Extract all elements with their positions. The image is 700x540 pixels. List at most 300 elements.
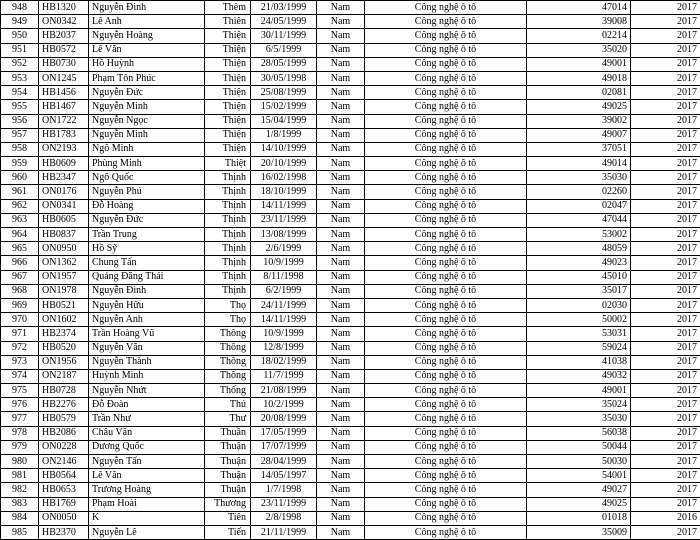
code-number-cell: 37051 bbox=[527, 142, 631, 156]
last-name-cell: Chung Tấn bbox=[89, 256, 205, 270]
last-name-cell: Trần Trung bbox=[89, 228, 205, 242]
major-cell: Công nghệ ô tô bbox=[365, 185, 527, 199]
row-number-cell: 977 bbox=[1, 412, 39, 426]
last-name-cell: Trần Như bbox=[89, 412, 205, 426]
last-name-cell: Huỳnh Minh bbox=[89, 369, 205, 383]
row-number-cell: 963 bbox=[1, 213, 39, 227]
gender-cell: Nam bbox=[317, 270, 365, 284]
table-row bbox=[1, 57, 700, 71]
code-number-cell: 02214 bbox=[527, 29, 631, 43]
row-number-cell: 974 bbox=[1, 369, 39, 383]
first-name-cell: Thịnh bbox=[205, 228, 251, 242]
gender-cell: Nam bbox=[317, 71, 365, 85]
last-name-cell: Nguyễn Ngọc bbox=[89, 114, 205, 128]
date-of-birth-cell: 10/9/1999 bbox=[251, 256, 317, 270]
gender-cell: Nam bbox=[317, 412, 365, 426]
code-number-cell: 35017 bbox=[527, 284, 631, 298]
table-row bbox=[1, 242, 700, 256]
major-cell: Công nghệ ô tô bbox=[365, 341, 527, 355]
gender-cell: Nam bbox=[317, 142, 365, 156]
candidate-code-cell: ON0176 bbox=[39, 185, 89, 199]
row-number-cell: 985 bbox=[1, 525, 39, 539]
last-name-cell: Hồ Sỹ bbox=[89, 242, 205, 256]
row-number-cell: 948 bbox=[1, 1, 39, 15]
last-name-cell: Nguyễn Đức bbox=[89, 213, 205, 227]
code-number-cell: 54001 bbox=[527, 469, 631, 483]
table-row bbox=[1, 327, 700, 341]
gender-cell: Nam bbox=[317, 171, 365, 185]
year-cell: 2017 bbox=[631, 298, 700, 312]
candidate-code-cell: HB1783 bbox=[39, 128, 89, 142]
candidate-code-cell: ON1245 bbox=[39, 71, 89, 85]
code-number-cell: 35020 bbox=[527, 43, 631, 57]
last-name-cell: Nguyễn Lê bbox=[89, 525, 205, 539]
code-number-cell: 39002 bbox=[527, 114, 631, 128]
first-name-cell: Thịnh bbox=[205, 199, 251, 213]
table-row bbox=[1, 199, 700, 213]
code-number-cell: 59024 bbox=[527, 341, 631, 355]
first-name-cell: Thiện bbox=[205, 86, 251, 100]
major-cell: Công nghệ ô tô bbox=[365, 199, 527, 213]
row-number-cell: 968 bbox=[1, 284, 39, 298]
year-cell: 2017 bbox=[631, 398, 700, 412]
code-number-cell: 49007 bbox=[527, 128, 631, 142]
date-of-birth-cell: 2/6/1999 bbox=[251, 242, 317, 256]
code-number-cell: 47014 bbox=[527, 1, 631, 15]
first-name-cell: Thuận bbox=[205, 469, 251, 483]
last-name-cell: Quảng Đăng Thái bbox=[89, 270, 205, 284]
year-cell: 2017 bbox=[631, 128, 700, 142]
code-number-cell: 50044 bbox=[527, 440, 631, 454]
gender-cell: Nam bbox=[317, 1, 365, 15]
row-number-cell: 980 bbox=[1, 455, 39, 469]
table-row bbox=[1, 341, 700, 355]
candidate-code-cell: HB1769 bbox=[39, 497, 89, 511]
gender-cell: Nam bbox=[317, 497, 365, 511]
major-cell: Công nghệ ô tô bbox=[365, 398, 527, 412]
last-name-cell: Lê Anh bbox=[89, 15, 205, 29]
candidate-code-cell: HB0837 bbox=[39, 228, 89, 242]
row-number-cell: 959 bbox=[1, 157, 39, 171]
candidate-code-cell: HB2374 bbox=[39, 327, 89, 341]
last-name-cell: Ngô Minh bbox=[89, 142, 205, 156]
first-name-cell: Thông bbox=[205, 341, 251, 355]
date-of-birth-cell: 24/05/1999 bbox=[251, 15, 317, 29]
major-cell: Công nghệ ô tô bbox=[365, 15, 527, 29]
first-name-cell: Thịnh bbox=[205, 242, 251, 256]
last-name-cell: Nguyễn Tấn bbox=[89, 455, 205, 469]
last-name-cell: K bbox=[89, 511, 205, 525]
code-number-cell: 50030 bbox=[527, 455, 631, 469]
gender-cell: Nam bbox=[317, 185, 365, 199]
year-cell: 2017 bbox=[631, 71, 700, 85]
code-number-cell: 49025 bbox=[527, 497, 631, 511]
major-cell: Công nghệ ô tô bbox=[365, 213, 527, 227]
row-number-cell: 951 bbox=[1, 43, 39, 57]
code-number-cell: 02260 bbox=[527, 185, 631, 199]
first-name-cell: Thịnh bbox=[205, 284, 251, 298]
gender-cell: Nam bbox=[317, 100, 365, 114]
table-row bbox=[1, 284, 700, 298]
major-cell: Công nghệ ô tô bbox=[365, 298, 527, 312]
date-of-birth-cell: 17/05/1999 bbox=[251, 426, 317, 440]
last-name-cell: Nguyễn Văn bbox=[89, 341, 205, 355]
row-number-cell: 957 bbox=[1, 128, 39, 142]
row-number-cell: 975 bbox=[1, 384, 39, 398]
first-name-cell: Thịnh bbox=[205, 185, 251, 199]
candidate-code-cell: HB1467 bbox=[39, 100, 89, 114]
candidate-code-cell: HB2276 bbox=[39, 398, 89, 412]
gender-cell: Nam bbox=[317, 384, 365, 398]
last-name-cell: Trương Hoàng bbox=[89, 483, 205, 497]
gender-cell: Nam bbox=[317, 242, 365, 256]
first-name-cell: Thiệt bbox=[205, 157, 251, 171]
date-of-birth-cell: 6/2/1999 bbox=[251, 284, 317, 298]
major-cell: Công nghệ ô tô bbox=[365, 469, 527, 483]
code-number-cell: 35030 bbox=[527, 171, 631, 185]
major-cell: Công nghệ ô tô bbox=[365, 369, 527, 383]
major-cell: Công nghệ ô tô bbox=[365, 57, 527, 71]
gender-cell: Nam bbox=[317, 355, 365, 369]
candidate-code-cell: HB0520 bbox=[39, 341, 89, 355]
first-name-cell: Thiện bbox=[205, 71, 251, 85]
gender-cell: Nam bbox=[317, 15, 365, 29]
code-number-cell: 49014 bbox=[527, 157, 631, 171]
code-number-cell: 41038 bbox=[527, 355, 631, 369]
year-cell: 2017 bbox=[631, 455, 700, 469]
candidate-code-cell: ON0228 bbox=[39, 440, 89, 454]
row-number-cell: 964 bbox=[1, 228, 39, 242]
table-row bbox=[1, 43, 700, 57]
date-of-birth-cell: 21/03/1999 bbox=[251, 1, 317, 15]
table-row bbox=[1, 171, 700, 185]
major-cell: Công nghệ ô tô bbox=[365, 171, 527, 185]
date-of-birth-cell: 28/04/1999 bbox=[251, 455, 317, 469]
table-row bbox=[1, 71, 700, 85]
gender-cell: Nam bbox=[317, 525, 365, 539]
date-of-birth-cell: 10/2/1999 bbox=[251, 398, 317, 412]
table-row bbox=[1, 497, 700, 511]
row-number-cell: 982 bbox=[1, 483, 39, 497]
candidate-code-cell: HB2086 bbox=[39, 426, 89, 440]
code-number-cell: 50002 bbox=[527, 313, 631, 327]
row-number-cell: 952 bbox=[1, 57, 39, 71]
row-number-cell: 969 bbox=[1, 298, 39, 312]
candidate-code-cell: ON1978 bbox=[39, 284, 89, 298]
first-name-cell: Thương bbox=[205, 497, 251, 511]
major-cell: Công nghệ ô tô bbox=[365, 511, 527, 525]
date-of-birth-cell: 14/10/1999 bbox=[251, 142, 317, 156]
row-number-cell: 972 bbox=[1, 341, 39, 355]
first-name-cell: Thuần bbox=[205, 426, 251, 440]
last-name-cell: Đỗ Đoàn bbox=[89, 398, 205, 412]
first-name-cell: Thông bbox=[205, 355, 251, 369]
date-of-birth-cell: 1/8/1999 bbox=[251, 128, 317, 142]
year-cell: 2017 bbox=[631, 469, 700, 483]
first-name-cell: Thiện bbox=[205, 100, 251, 114]
date-of-birth-cell: 21/08/1999 bbox=[251, 384, 317, 398]
year-cell: 2017 bbox=[631, 440, 700, 454]
year-cell: 2017 bbox=[631, 43, 700, 57]
candidate-code-cell: HB0564 bbox=[39, 469, 89, 483]
last-name-cell: Nguyễn Đức bbox=[89, 86, 205, 100]
year-cell: 2017 bbox=[631, 270, 700, 284]
gender-cell: Nam bbox=[317, 511, 365, 525]
gender-cell: Nam bbox=[317, 256, 365, 270]
row-number-cell: 967 bbox=[1, 270, 39, 284]
candidate-code-cell: HB0653 bbox=[39, 483, 89, 497]
last-name-cell: Lê Văn bbox=[89, 469, 205, 483]
table-row bbox=[1, 228, 700, 242]
gender-cell: Nam bbox=[317, 313, 365, 327]
table-row bbox=[1, 412, 700, 426]
row-number-cell: 954 bbox=[1, 86, 39, 100]
first-name-cell: Thọ bbox=[205, 298, 251, 312]
major-cell: Công nghệ ô tô bbox=[365, 355, 527, 369]
table-row bbox=[1, 384, 700, 398]
date-of-birth-cell: 11/7/1999 bbox=[251, 369, 317, 383]
table-row bbox=[1, 29, 700, 43]
code-number-cell: 02081 bbox=[527, 86, 631, 100]
row-number-cell: 956 bbox=[1, 114, 39, 128]
table-row bbox=[1, 256, 700, 270]
major-cell: Công nghệ ô tô bbox=[365, 157, 527, 171]
row-number-cell: 949 bbox=[1, 15, 39, 29]
candidate-code-cell: HB1320 bbox=[39, 1, 89, 15]
last-name-cell: Trần Hoàng Vũ bbox=[89, 327, 205, 341]
year-cell: 2017 bbox=[631, 497, 700, 511]
candidate-code-cell: HB2370 bbox=[39, 525, 89, 539]
code-number-cell: 49023 bbox=[527, 256, 631, 270]
last-name-cell: Nguyễn Minh bbox=[89, 128, 205, 142]
first-name-cell: Thông bbox=[205, 369, 251, 383]
gender-cell: Nam bbox=[317, 341, 365, 355]
first-name-cell: Thiện bbox=[205, 43, 251, 57]
year-cell: 2017 bbox=[631, 199, 700, 213]
date-of-birth-cell: 15/04/1999 bbox=[251, 114, 317, 128]
date-of-birth-cell: 14/11/1999 bbox=[251, 199, 317, 213]
major-cell: Công nghệ ô tô bbox=[365, 43, 527, 57]
candidate-code-cell: ON0950 bbox=[39, 242, 89, 256]
date-of-birth-cell: 20/10/1999 bbox=[251, 157, 317, 171]
date-of-birth-cell: 25/08/1999 bbox=[251, 86, 317, 100]
table-body bbox=[1, 1, 700, 540]
table-row bbox=[1, 455, 700, 469]
last-name-cell: Nguyễn Hữu bbox=[89, 298, 205, 312]
candidate-code-cell: HB2037 bbox=[39, 29, 89, 43]
year-cell: 2017 bbox=[631, 242, 700, 256]
last-name-cell: Châu Văn bbox=[89, 426, 205, 440]
table-row bbox=[1, 369, 700, 383]
gender-cell: Nam bbox=[317, 298, 365, 312]
major-cell: Công nghệ ô tô bbox=[365, 114, 527, 128]
candidate-code-cell: ON1602 bbox=[39, 313, 89, 327]
year-cell: 2017 bbox=[631, 284, 700, 298]
year-cell: 2017 bbox=[631, 355, 700, 369]
table-row bbox=[1, 185, 700, 199]
candidate-code-cell: ON1956 bbox=[39, 355, 89, 369]
row-number-cell: 965 bbox=[1, 242, 39, 256]
row-number-cell: 976 bbox=[1, 398, 39, 412]
table-row bbox=[1, 469, 700, 483]
candidate-code-cell: ON2193 bbox=[39, 142, 89, 156]
table-row bbox=[1, 15, 700, 29]
date-of-birth-cell: 2/8/1998 bbox=[251, 511, 317, 525]
code-number-cell: 35009 bbox=[527, 525, 631, 539]
gender-cell: Nam bbox=[317, 398, 365, 412]
first-name-cell: Thuận bbox=[205, 455, 251, 469]
table-row bbox=[1, 114, 700, 128]
date-of-birth-cell: 6/5/1999 bbox=[251, 43, 317, 57]
first-name-cell: Thiện bbox=[205, 142, 251, 156]
gender-cell: Nam bbox=[317, 369, 365, 383]
gender-cell: Nam bbox=[317, 228, 365, 242]
year-cell: 2017 bbox=[631, 213, 700, 227]
candidate-code-cell: HB0730 bbox=[39, 57, 89, 71]
code-number-cell: 47044 bbox=[527, 213, 631, 227]
row-number-cell: 950 bbox=[1, 29, 39, 43]
first-name-cell: Thiện bbox=[205, 128, 251, 142]
year-cell: 2017 bbox=[631, 171, 700, 185]
first-name-cell: Thiên bbox=[205, 15, 251, 29]
gender-cell: Nam bbox=[317, 114, 365, 128]
row-number-cell: 970 bbox=[1, 313, 39, 327]
first-name-cell: Thuận bbox=[205, 440, 251, 454]
first-name-cell: Thống bbox=[205, 384, 251, 398]
last-name-cell: Nguyễn Đình bbox=[89, 284, 205, 298]
table-row bbox=[1, 100, 700, 114]
code-number-cell: 48059 bbox=[527, 242, 631, 256]
row-number-cell: 981 bbox=[1, 469, 39, 483]
code-number-cell: 49032 bbox=[527, 369, 631, 383]
year-cell: 2017 bbox=[631, 313, 700, 327]
gender-cell: Nam bbox=[317, 57, 365, 71]
first-name-cell: Thịnh bbox=[205, 171, 251, 185]
gender-cell: Nam bbox=[317, 483, 365, 497]
table-row bbox=[1, 511, 700, 525]
row-number-cell: 958 bbox=[1, 142, 39, 156]
last-name-cell: Nguyễn Hoàng bbox=[89, 29, 205, 43]
gender-cell: Nam bbox=[317, 455, 365, 469]
candidate-code-cell: ON1362 bbox=[39, 256, 89, 270]
candidate-code-cell: HB2347 bbox=[39, 171, 89, 185]
candidate-code-cell: HB0609 bbox=[39, 157, 89, 171]
code-number-cell: 49025 bbox=[527, 100, 631, 114]
major-cell: Công nghệ ô tô bbox=[365, 29, 527, 43]
row-number-cell: 961 bbox=[1, 185, 39, 199]
first-name-cell: Thọ bbox=[205, 313, 251, 327]
table-row bbox=[1, 157, 700, 171]
date-of-birth-cell: 30/11/1999 bbox=[251, 29, 317, 43]
year-cell: 2017 bbox=[631, 114, 700, 128]
major-cell: Công nghệ ô tô bbox=[365, 128, 527, 142]
major-cell: Công nghệ ô tô bbox=[365, 313, 527, 327]
date-of-birth-cell: 24/11/1999 bbox=[251, 298, 317, 312]
candidate-code-cell: ON0342 bbox=[39, 15, 89, 29]
date-of-birth-cell: 13/08/1999 bbox=[251, 228, 317, 242]
gender-cell: Nam bbox=[317, 213, 365, 227]
last-name-cell: Phạm Tôn Phúc bbox=[89, 71, 205, 85]
gender-cell: Nam bbox=[317, 440, 365, 454]
code-number-cell: 45010 bbox=[527, 270, 631, 284]
year-cell: 2017 bbox=[631, 157, 700, 171]
code-number-cell: 49001 bbox=[527, 384, 631, 398]
year-cell: 2017 bbox=[631, 369, 700, 383]
table-row bbox=[1, 128, 700, 142]
candidate-code-cell: HB0728 bbox=[39, 384, 89, 398]
code-number-cell: 49027 bbox=[527, 483, 631, 497]
year-cell: 2017 bbox=[631, 426, 700, 440]
code-number-cell: 49018 bbox=[527, 71, 631, 85]
table-row bbox=[1, 355, 700, 369]
row-number-cell: 962 bbox=[1, 199, 39, 213]
row-number-cell: 984 bbox=[1, 511, 39, 525]
gender-cell: Nam bbox=[317, 327, 365, 341]
row-number-cell: 971 bbox=[1, 327, 39, 341]
candidate-code-cell: HB0605 bbox=[39, 213, 89, 227]
major-cell: Công nghệ ô tô bbox=[365, 455, 527, 469]
last-name-cell: Phùng Minh bbox=[89, 157, 205, 171]
code-number-cell: 01018 bbox=[527, 511, 631, 525]
candidate-code-cell: ON2187 bbox=[39, 369, 89, 383]
first-name-cell: Tiên bbox=[205, 511, 251, 525]
date-of-birth-cell: 14/05/1997 bbox=[251, 469, 317, 483]
date-of-birth-cell: 15/02/1999 bbox=[251, 100, 317, 114]
year-cell: 2017 bbox=[631, 185, 700, 199]
table-row bbox=[1, 213, 700, 227]
candidate-code-cell: HB0521 bbox=[39, 298, 89, 312]
year-cell: 2017 bbox=[631, 15, 700, 29]
first-name-cell: Tiến bbox=[205, 525, 251, 539]
gender-cell: Nam bbox=[317, 128, 365, 142]
year-cell: 2017 bbox=[631, 327, 700, 341]
date-of-birth-cell: 23/11/1999 bbox=[251, 497, 317, 511]
major-cell: Công nghệ ô tô bbox=[365, 256, 527, 270]
last-name-cell: Lê Văn bbox=[89, 43, 205, 57]
code-number-cell: 35030 bbox=[527, 412, 631, 426]
year-cell: 2017 bbox=[631, 483, 700, 497]
candidate-code-cell: HB0579 bbox=[39, 412, 89, 426]
table-row bbox=[1, 270, 700, 284]
last-name-cell: Ngô Quốc bbox=[89, 171, 205, 185]
year-cell: 2017 bbox=[631, 57, 700, 71]
table-row bbox=[1, 398, 700, 412]
major-cell: Công nghệ ô tô bbox=[365, 228, 527, 242]
date-of-birth-cell: 21/11/1999 bbox=[251, 525, 317, 539]
date-of-birth-cell: 30/05/1998 bbox=[251, 71, 317, 85]
date-of-birth-cell: 18/02/1999 bbox=[251, 355, 317, 369]
date-of-birth-cell: 23/11/1999 bbox=[251, 213, 317, 227]
gender-cell: Nam bbox=[317, 29, 365, 43]
gender-cell: Nam bbox=[317, 284, 365, 298]
candidate-code-cell: ON1957 bbox=[39, 270, 89, 284]
table-row bbox=[1, 313, 700, 327]
major-cell: Công nghệ ô tô bbox=[365, 242, 527, 256]
major-cell: Công nghệ ô tô bbox=[365, 71, 527, 85]
year-cell: 2017 bbox=[631, 525, 700, 539]
year-cell: 2017 bbox=[631, 412, 700, 426]
table-row bbox=[1, 1, 700, 15]
table-row bbox=[1, 298, 700, 312]
row-number-cell: 953 bbox=[1, 71, 39, 85]
row-number-cell: 955 bbox=[1, 100, 39, 114]
first-name-cell: Thịnh bbox=[205, 213, 251, 227]
table-row bbox=[1, 440, 700, 454]
row-number-cell: 979 bbox=[1, 440, 39, 454]
code-number-cell: 39008 bbox=[527, 15, 631, 29]
year-cell: 2016 bbox=[631, 511, 700, 525]
first-name-cell: Thêm bbox=[205, 1, 251, 15]
